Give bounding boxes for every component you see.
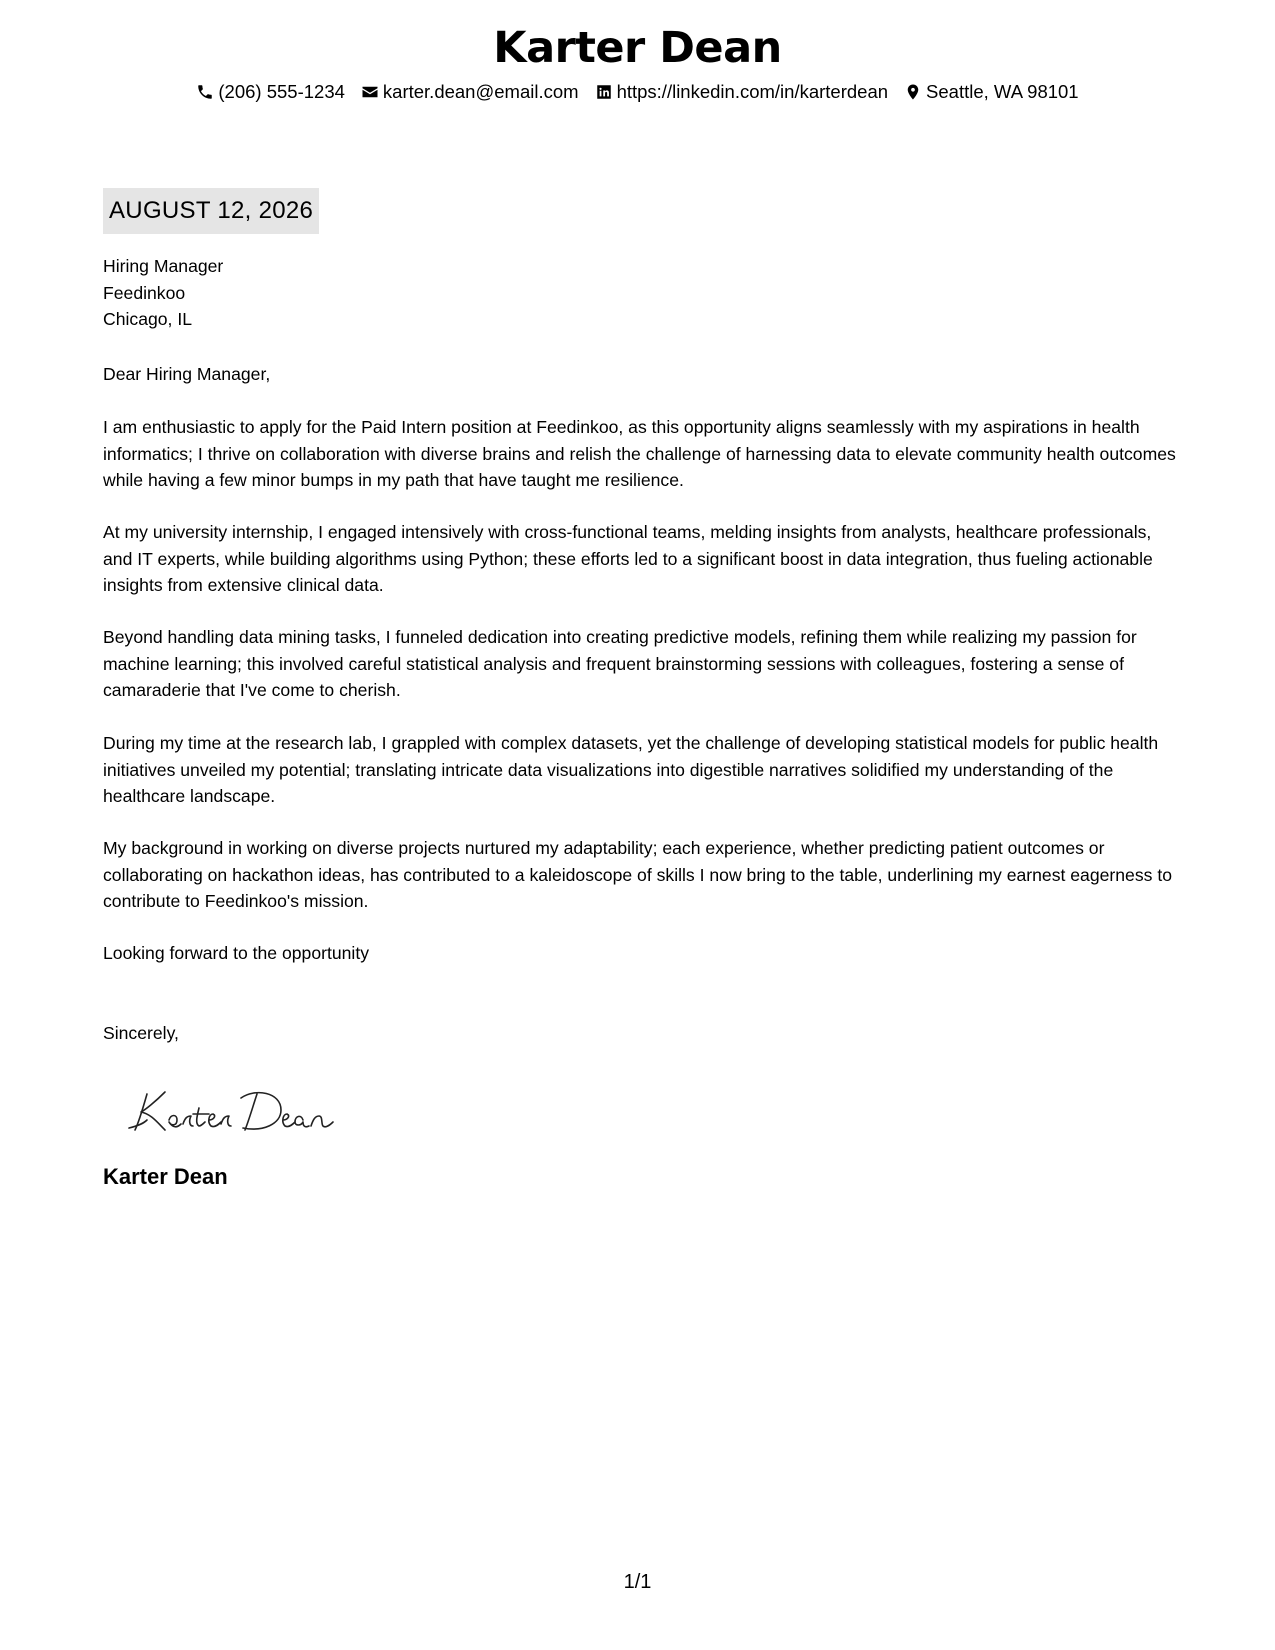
linkedin-icon [595,83,613,101]
signoff: Sincerely, [103,1023,179,1043]
salutation: Dear Hiring Manager, [103,364,271,384]
phone-icon [196,83,214,101]
handwritten-signature [125,1080,345,1140]
signed-name: Karter Dean [103,1164,228,1189]
contact-linkedin[interactable] [595,78,888,106]
closing-line: Looking forward to the opportunity [103,943,370,963]
recipient-company: Feedinkoo [103,282,186,303]
contact-bar [0,78,1275,106]
contact-phone [196,78,345,106]
contact-location [904,78,1079,106]
body-paragraph-5: My background in working on diverse projects nurtured my adaptability; each experience, whether predicting patient outcomes or collaborating on hackathon ideas, has contributed to a kaleidoscope of skills I now bring to the table, underlining my earnest eagerness to contribute to Feedinkoo's mission. [103,838,1172,911]
linkedin-link[interactable]: https://linkedin.com/in/karterdean [616,81,889,102]
body-paragraph-2: At my university internship, I engaged intensively with cross-functional teams, melding insights from analysts, healthcare professionals, and IT experts, while building algorithms using Python; these efforts led to a significant boost in data integration, thus fueling actionable insights from extensive clinical data. [103,522,1153,595]
body-paragraph-4: During my time at the research lab, I grappled with complex datasets, yet the challenge of developing statistical models for public health initiatives unveiled my potential; translating intricate data visualizations into digestible narratives solidified my understanding of the healthcare landscape. [103,733,1159,806]
letter-date: AUGUST 12, 2026 [103,188,319,234]
recipient-location: Chicago, IL [103,309,192,329]
map-pin-icon [904,83,922,101]
email-link[interactable]: karter.dean@email.com [382,81,579,102]
phone-text: (206) 555-1234 [218,81,345,102]
body-paragraph-1: I am enthusiastic to apply for the Paid Intern position at Feedinkoo, as this opportunity aligns seamlessly with my aspirations in health informatics; I thrive on collaboration with diverse brains and relish the challenge of harnessing data to elevate community health outcomes while having a few minor bumps in my path that have taught me resilience. [103,417,1176,490]
recipient-title: Hiring Manager [103,256,224,276]
location-text: Seattle, WA 98101 [926,81,1079,102]
recipient-address [103,253,1183,333]
contact-email[interactable] [361,78,579,106]
page-number: 1/1 [623,1571,652,1593]
envelope-icon [361,83,379,101]
body-paragraph-3: Beyond handling data mining tasks, I funneled dedication into creating predictive models, refining them while realizing my passion for machine learning; this involved careful statistical analysis and frequent brainstorming sessions with colleagues, fostering a sense of camaraderie that I've come to cherish. [103,627,1137,700]
applicant-name-heading: Karter Dean [493,23,782,73]
